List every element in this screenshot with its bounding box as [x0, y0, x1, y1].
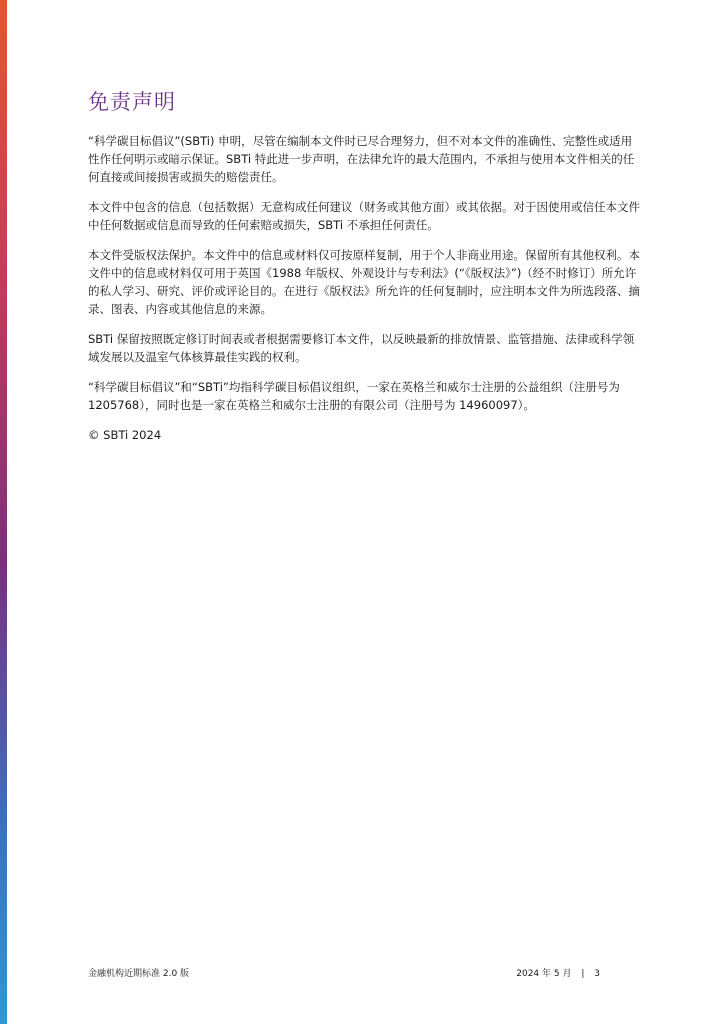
disclaimer-section	[88, 88, 643, 444]
copyright-notice: © SBTi 2024	[88, 428, 162, 442]
page-title: 免责声明	[88, 90, 176, 114]
footer-date: 2024 年 5 月	[516, 969, 572, 979]
disclaimer-paragraph-5: “科学碳目标倡议”和“SBTi”均指科学碳目标倡议组织，一家在英格兰和威尔士注册的公益组织（注册号为 1205768），同时也是一家在英格兰和威尔士注册的有限公司（注册号为 14960097）。	[88, 380, 620, 412]
disclaimer-paragraph-1: “科学碳目标倡议”(SBTi) 申明，尽管在编制本文件时已尽合理努力，但不对本文件的准确性、完整性或适用性作任何明示或暗示保证。SBTi 特此进一步声明，在法律允许的最大范围内，不承担与使用本文件相关的任何直接或间接损害或损失的赔偿责任。	[88, 134, 635, 184]
decorative-gradient-bar	[0, 0, 7, 1024]
footer-page-number: 3	[594, 969, 600, 979]
footer-meta	[516, 966, 600, 979]
disclaimer-paragraph-2: 本文件中包含的信息（包括数据）无意构成任何建议（财务或其他方面）或其依据。对于因使用或信任本文件中任何数据或信息而导致的任何索赔或损失，SBTi 不承担任何责任。	[88, 200, 640, 232]
footer-document-name: 金融机构近期标准 2.0 版	[88, 969, 190, 979]
disclaimer-paragraph-3: 本文件受版权法保护。本文件中的信息或材料仅可按原样复制，用于个人非商业用途。保留所有其他权利。本文件中的信息或材料仅可用于英国《1988 年版权、外观设计与专利法》(“《版权法》”)（经不时修订）所允许的私人学习、研究、评价或评论目的。在进行《版权法》所允许的任何复制时，应注明本文件为所选段落、摘录、图表、内容或其他信息的来源。	[88, 248, 640, 316]
disclaimer-paragraph-4: SBTi 保留按照既定修订时间表或者根据需要修订本文件，以反映最新的排放情景、监管措施、法律或科学领域发展以及温室气体核算最佳实践的权利。	[88, 332, 635, 364]
page-footer	[88, 966, 600, 982]
footer-separator: |	[581, 969, 585, 979]
